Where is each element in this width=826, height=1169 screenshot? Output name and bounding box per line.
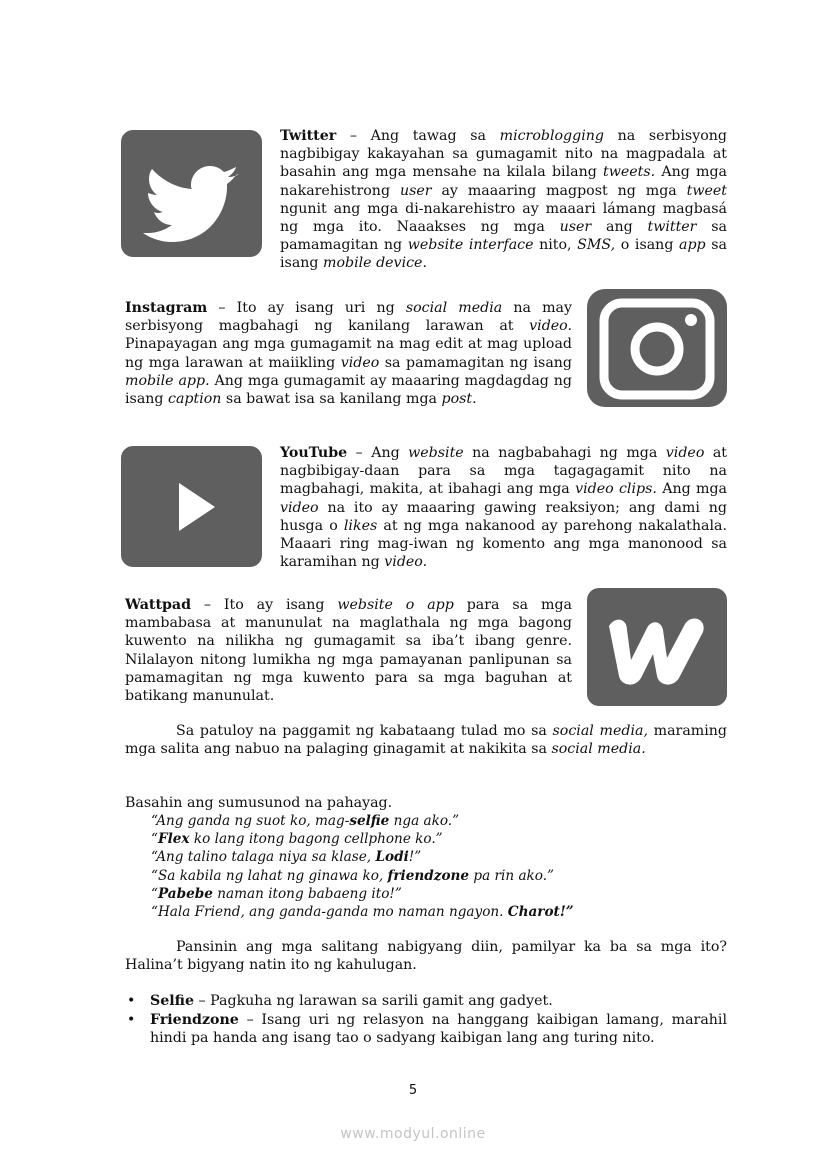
- instagram-term: Instagram: [125, 300, 208, 316]
- wattpad-paragraph: Wattpad – Ito ay isang website o app para sa mga mambabasa at manunulat na maglathala ng mga bagong kuwento na nilikha ng gumagamit sa iba’t ibang genre. Nilalayon nitong lumikha ng mga pamayanan panlipunan sa pamamagitan ng mga kuwento para sa mga baguhan at batikang manunulat.: [125, 597, 572, 705]
- twitter-logo: [121, 130, 262, 257]
- read-instruction: Basahin ang sumusunod na pahayag.: [125, 795, 393, 811]
- instagram-camera-icon: [587, 289, 727, 407]
- quote-line: “Hala Friend, ang ganda-ganda mo naman ngayon. Charot!”: [151, 904, 574, 921]
- instagram-logo: [587, 289, 727, 407]
- instagram-paragraph: Instagram – Ito ay isang uri ng social media na may serbisyong magbahagi ng kanilang larawan at video. Pinapayagan ang mga gumagamit na mag edit at mag upload ng mga larawan at maiikling video sa pamamagitan ng isang mobile app. Ang mga gumagamit ay maaaring magdagdag ng isang caption sa bawat isa sa kanilang mga post.: [125, 300, 572, 408]
- youtube-play-icon: [121, 446, 262, 567]
- wattpad-w-icon: [587, 588, 727, 706]
- quote-line: “Pabebe naman itong babaeng ito!”: [151, 885, 402, 902]
- quote-line: “Ang talino talaga niya sa klase, Lodi!”: [151, 849, 422, 866]
- twitter-paragraph: Twitter – Ang tawag sa microblogging na serbisyong nagbibigay kakayahan sa gumagamit nito na magpadala at basahin ang mga mensahe na kilala bilang tweets. Ang mga nakarehistrong user ay maaaring magpost ng mga tweet ngunit ang mga di-nakarehistro ay maaari lámang magbasá ng mga ito. Naaakses ng mga user ang twitter sa pamamagitan ng website interface nito, SMS, o isang app sa isang mobile device.: [280, 128, 728, 272]
- twitter-term: Twitter: [280, 128, 337, 144]
- list-item: • Selfie – Pagkuha ng larawan sa sarili gamit ang gadyet.: [127, 993, 553, 1009]
- list-item: • Friendzone – Isang uri ng relasyon na hanggang kaibigan lamang, marahil hindi pa handa ang isang tao o sadyang kaibigan lang ang turing nito.: [127, 1012, 727, 1047]
- watermark: www.modyul.online: [340, 1126, 486, 1142]
- wattpad-term: Wattpad: [125, 597, 192, 613]
- quote-line: “Sa kabila ng lahat ng ginawa ko, friendzone pa rin ako.”: [151, 867, 555, 884]
- twitter-bird-icon: [121, 130, 262, 257]
- followup-paragraph: Pansinin ang mga salitang nabigyang diin, pamilyar ka ba sa mga ito? Halina’t bigyang natin ito ng kahulugan.: [125, 939, 727, 974]
- youtube-paragraph: YouTube – Ang website na nagbabahagi ng mga video at nagbibigay-daan para sa mga tagagagamit nito na magbahagi, makita, at ibahagi ang mga video clips. Ang mga video na ito ay maaaring gawing reaksiyon; ang dami ng husga o likes at ng mga nakanood ay parehong nakalathala. Maaari ring mag-iwan ng komento ang mga manonood sa karamihan ng video.: [280, 445, 727, 571]
- quote-line: “Flex ko lang itong bagong cellphone ko.”: [151, 831, 443, 848]
- wattpad-logo: [587, 588, 727, 706]
- intro-paragraph: Sa patuloy na paggamit ng kabataang tulad mo sa social media, maraming mga salita ang nabuo na palaging ginagamit at nakikita sa social media.: [125, 723, 727, 758]
- youtube-term: YouTube: [280, 445, 348, 461]
- quote-line: “Ang ganda ng suot ko, mag-selfie nga ako.”: [151, 813, 460, 829]
- definition-list: [125, 992, 727, 1049]
- youtube-logo: [121, 446, 262, 567]
- quote-list: [151, 812, 574, 921]
- page-number: 5: [408, 1083, 418, 1098]
